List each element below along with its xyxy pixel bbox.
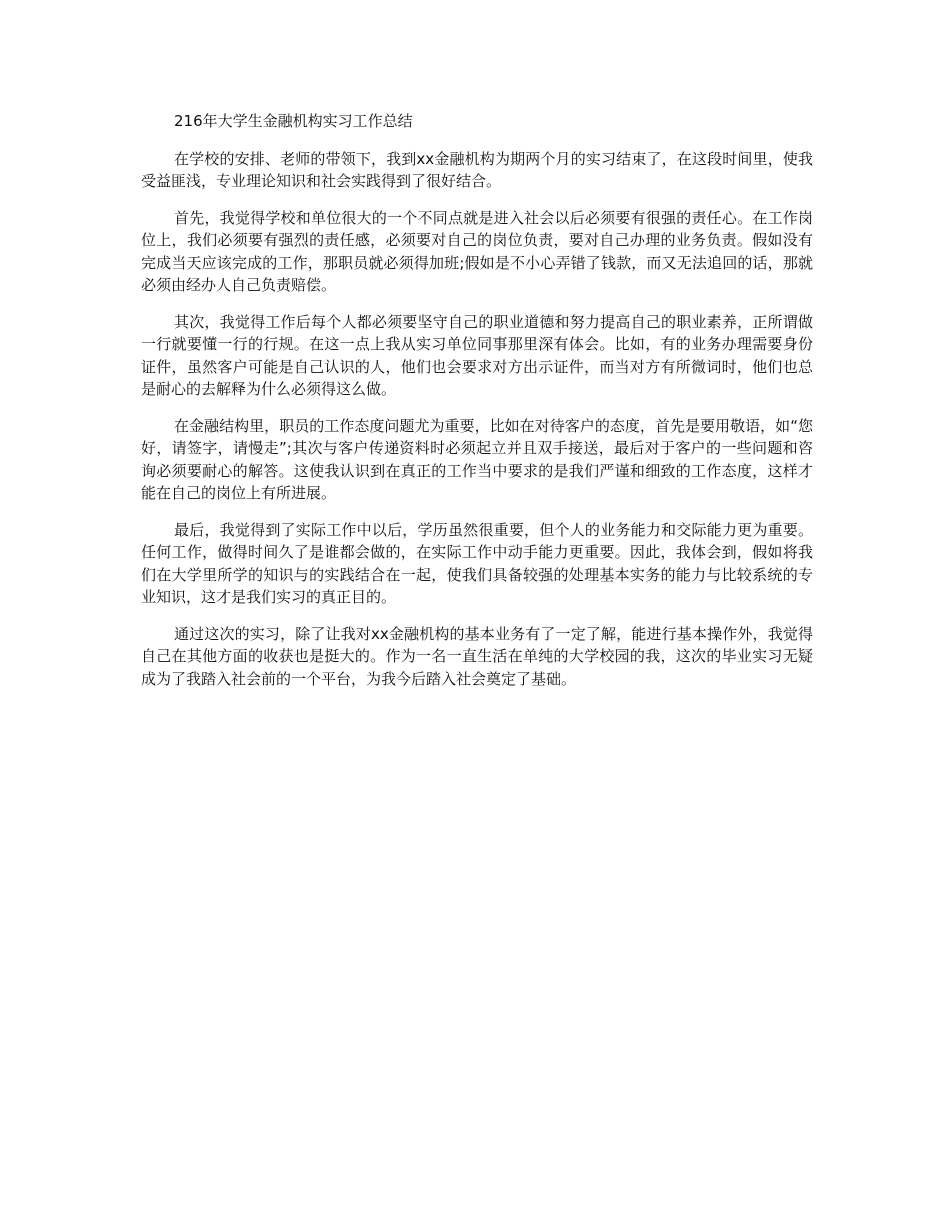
paragraph-practical-ability: 最后，我觉得到了实际工作中以后，学历虽然很重要，但个人的业务能力和交际能力更为重要。任何工作，做得时间久了是谁都会做的，在实际工作中动手能力更重要。因此，我体会到，假如将我们在大学里所学的知识与的实践结合在一起，使我们具备较强的处理基本实务的能力与比较系统的专业知识，这才是我们实习的真正目的。 bbox=[141, 520, 813, 606]
document-page bbox=[141, 110, 813, 704]
paragraph-intro: 在学校的安排、老师的带领下，我到xx金融机构为期两个月的实习结束了，在这段时间里，使我受益匪浅，专业理论知识和社会实践得到了很好结合。 bbox=[141, 149, 813, 190]
paragraph-professional-ethics: 其次，我觉得工作后每个人都必须要坚守自己的职业道德和努力提高自己的职业素养，正所谓做一行就要懂一行的行规。在这一点上我从实习单位同事那里深有体会。比如，有的业务办理需要身份证件，虽然客户可能是自己认识的人，他们也会要求对方出示证件，而当对方有所微词时，他们也总是耐心的去解释为什么必须得这么做。 bbox=[141, 312, 813, 398]
paragraph-work-attitude: 在金融结构里，职员的工作态度问题尤为重要，比如在对待客户的态度，首先是要用敬语，如“您好，请签字，请慢走”;其次与客户传递资料时必须起立并且双手接送，最后对于客户的一些问题和咨询必须要耐心的解答。这使我认识到在真正的工作当中要求的是我们严谨和细致的工作态度，这样才能在自己的岗位上有所进展。 bbox=[141, 416, 813, 502]
paragraph-responsibility: 首先，我觉得学校和单位很大的一个不同点就是进入社会以后必须要有很强的责任心。在工作岗位上，我们必须要有强烈的责任感，必须要对自己的岗位负责，要对自己办理的业务负责。假如没有完成当天应该完成的工作，那职员就必须得加班;假如是不小心弄错了钱款，而又无法追回的话，那就必须由经办人自己负责赔偿。 bbox=[141, 208, 813, 294]
paragraph-conclusion: 通过这次的实习，除了让我对xx金融机构的基本业务有了一定了解，能进行基本操作外，我觉得自己在其他方面的收获也是挺大的。作为一名一直生活在单纯的大学校园的我，这次的毕业实习无疑成为了我踏入社会前的一个平台，为我今后踏入社会奠定了基础。 bbox=[141, 624, 813, 688]
document-title: 216年大学生金融机构实习工作总结 bbox=[174, 112, 413, 130]
